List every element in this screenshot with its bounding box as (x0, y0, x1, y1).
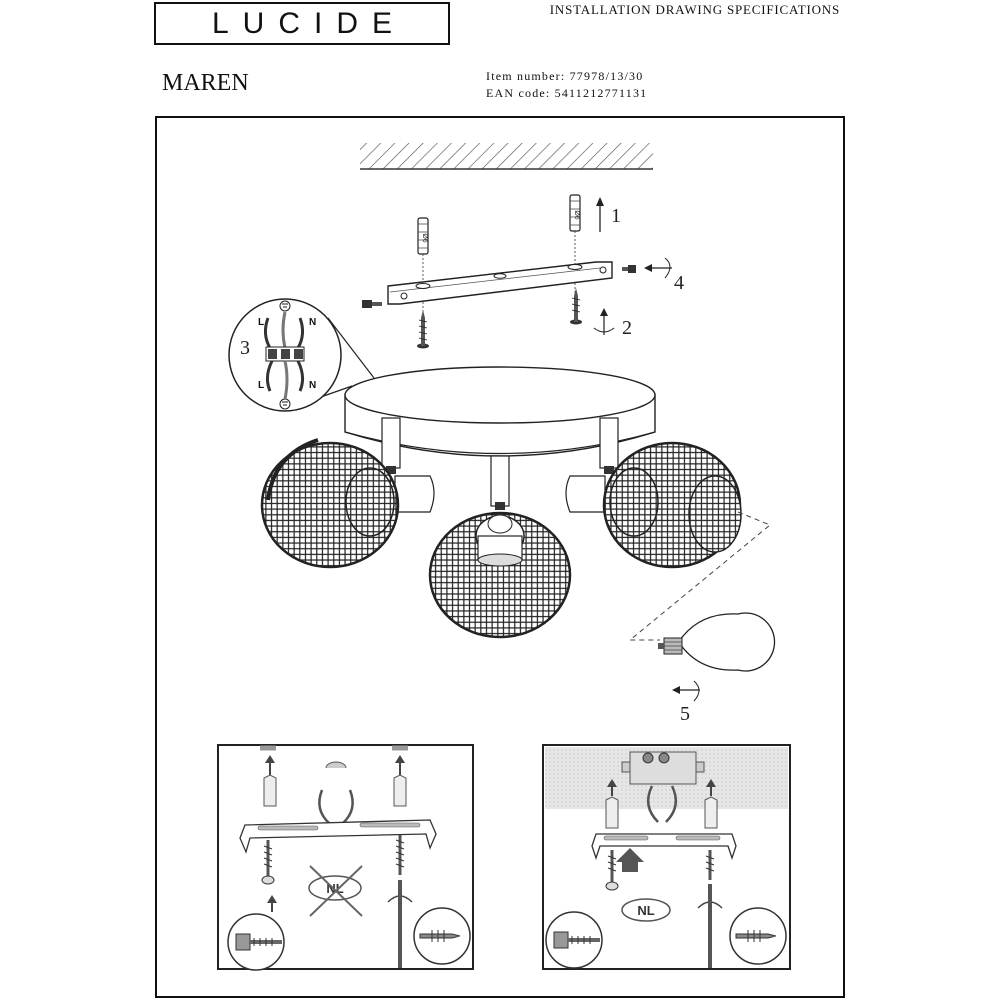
arrow-left-icon (644, 258, 672, 278)
terminal-label-l-bottom: L (258, 380, 265, 391)
mesh-shade-right (604, 443, 741, 567)
side-screw-right (622, 265, 636, 273)
terminal-label-n-bottom: N (309, 380, 317, 391)
product-name: MAREN (162, 70, 249, 96)
mesh-shade-left (262, 440, 398, 567)
terminal-label-l-top: L (258, 317, 265, 328)
wall-plug-left (418, 218, 428, 254)
nl-badge: NL (637, 903, 655, 918)
terminal-label-n-top: N (309, 317, 317, 328)
step-label-5: 5 (680, 703, 690, 725)
nl-badge-crossed: NL (326, 881, 344, 896)
panel-ceiling-mount (218, 745, 473, 970)
brand-logo-text: LUCIDE (211, 6, 407, 40)
mesh-shade-center (430, 513, 570, 637)
ceiling-hatch (360, 143, 653, 169)
step-label-1: 1 (611, 205, 621, 227)
rotate-arrow-icon (594, 308, 614, 335)
wood-screw-left (417, 310, 429, 349)
plug-mark-right: Ø6 (573, 210, 580, 220)
plug-mark-left: Ø6 (421, 233, 428, 243)
arrow-up-icon (596, 197, 604, 232)
step-label-2: 2 (622, 317, 632, 339)
ean-code: EAN code: 5411212771131 (486, 86, 648, 100)
side-screw-left (362, 300, 382, 308)
panel-junction-box (543, 745, 790, 969)
item-number: Item number: 77978/13/30 (486, 69, 644, 83)
step-label-4: 4 (674, 272, 684, 294)
step-label-3: 3 (240, 337, 250, 359)
wood-screw-right (570, 288, 582, 325)
light-bulb (658, 613, 775, 671)
mounting-bracket (388, 262, 612, 304)
bulb-arrow-icon (672, 681, 700, 701)
document-title: INSTALLATION DRAWING SPECIFICATIONS (549, 2, 840, 17)
wall-plug-right (570, 195, 580, 231)
